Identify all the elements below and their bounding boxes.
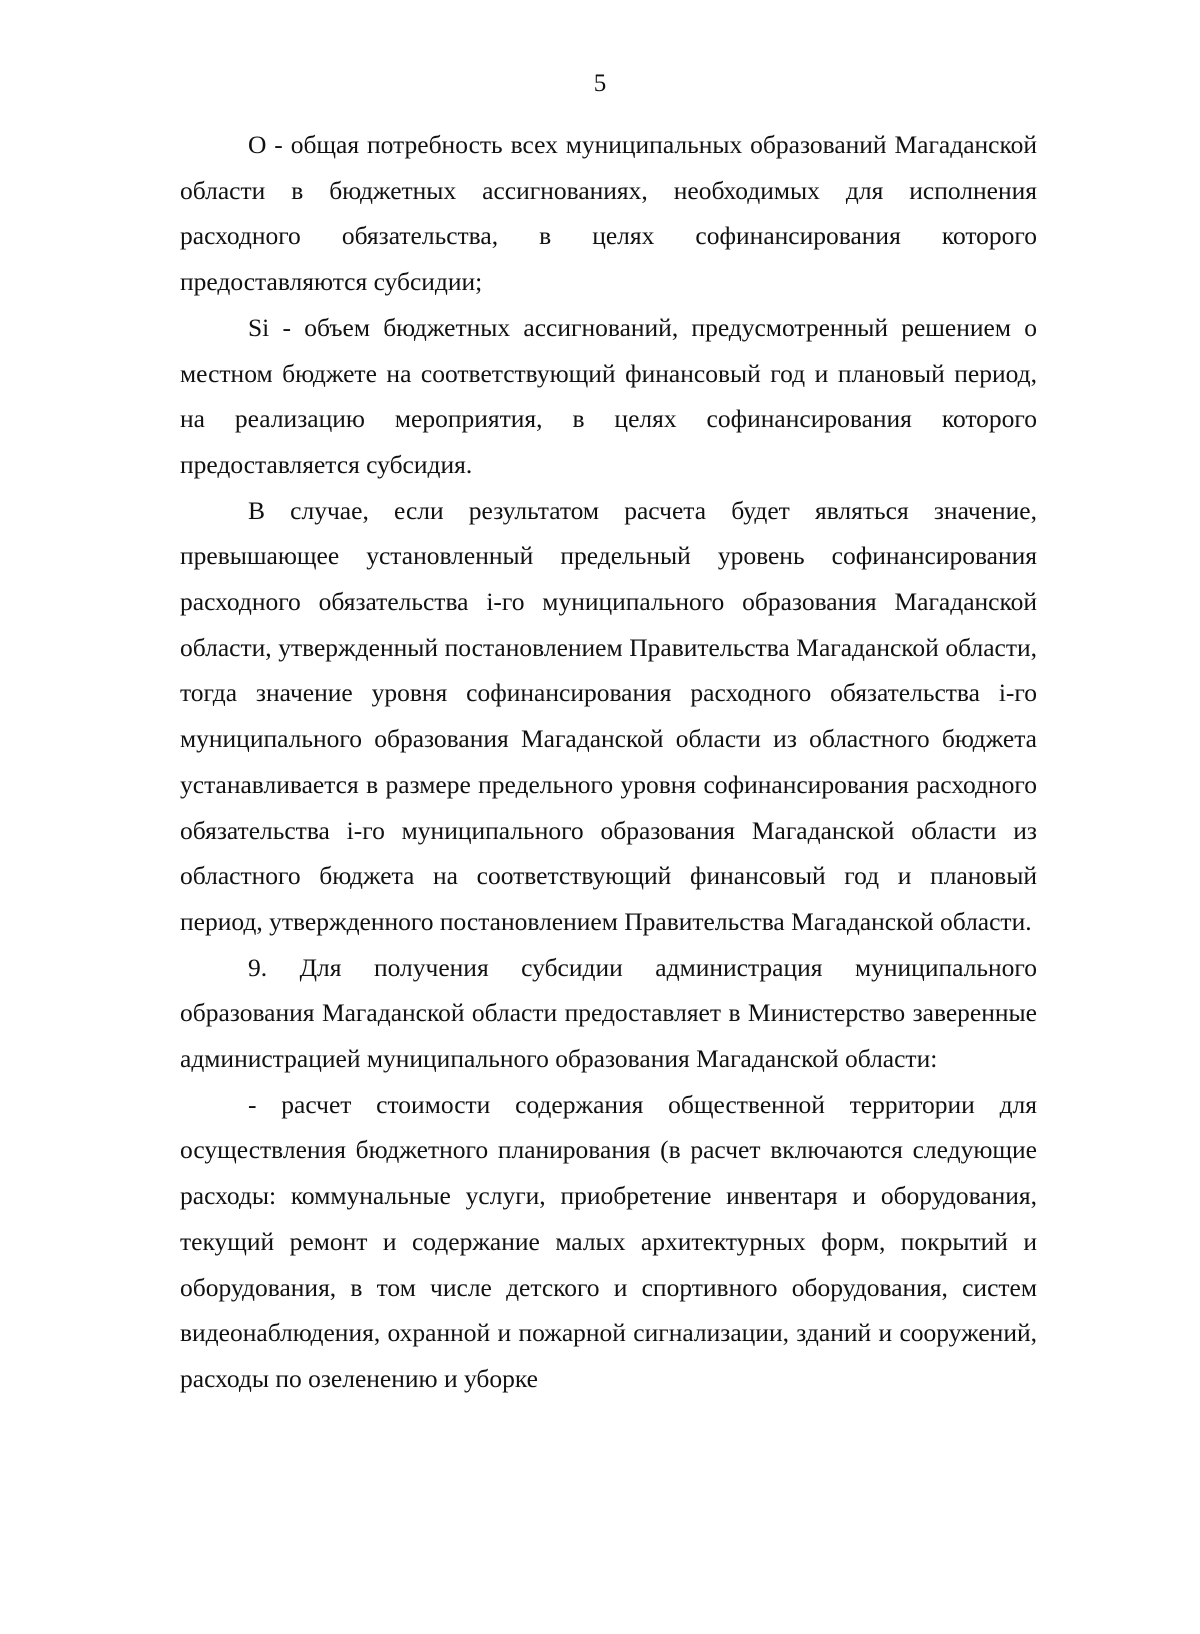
paragraph-cost-calculation-item: - расчет стоимости содержания общественной территории для осуществления бюджетного планирования (в расчет включаются следующие расходы: коммунальные услуги, приобретение инвентаря и оборудования, текущий ремонт и содержание малых архитектурных форм, покрытий и оборудования, в том числе детского и спортивного оборудования, систем видеонаблюдения, охранной и пожарной сигнализации, зданий и сооружений, расходы по озеленению и уборке xyxy=(180,1089,1037,1393)
document-body xyxy=(180,122,1037,1402)
paragraph-definition-si: Si - объем бюджетных ассигнований, предусмотренный решением о местном бюджете на соответствующий финансовый год и плановый период, на реализацию мероприятия, в целях софинансирования которого предоставляется субсидия. xyxy=(180,312,1037,479)
paragraph-limit-rule: В случае, если результатом расчета будет являться значение, превышающее установленный предельный уровень софинансирования расходного обязательства i-го муниципального образования Магаданской области, утвержденный постановлением Правительства Магаданской области, тогда значение уровня софинансирования расходного обязательства i-го муниципального образования Магаданской области из областного бюджета устанавливается в размере предельного уровня софинансирования расходного обязательства i-го муниципального образования Магаданской области из областного бюджета на соответствующий финансовый год и плановый период, утвержденного постановлением Правительства Магаданской области. xyxy=(180,495,1037,936)
paragraph-clause-9: 9. Для получения субсидии администрация муниципального образования Магаданской области предоставляет в Министерство заверенные администрацией муниципального образования Магаданской области: xyxy=(180,952,1037,1074)
page-number: 5 xyxy=(593,70,607,97)
paragraph-definition-o: О - общая потребность всех муниципальных образований Магаданской области в бюджетных ассигнованиях, необходимых для исполнения расходного обязательства, в целях софинансирования которого предоставляются субсидии; xyxy=(180,130,1037,297)
